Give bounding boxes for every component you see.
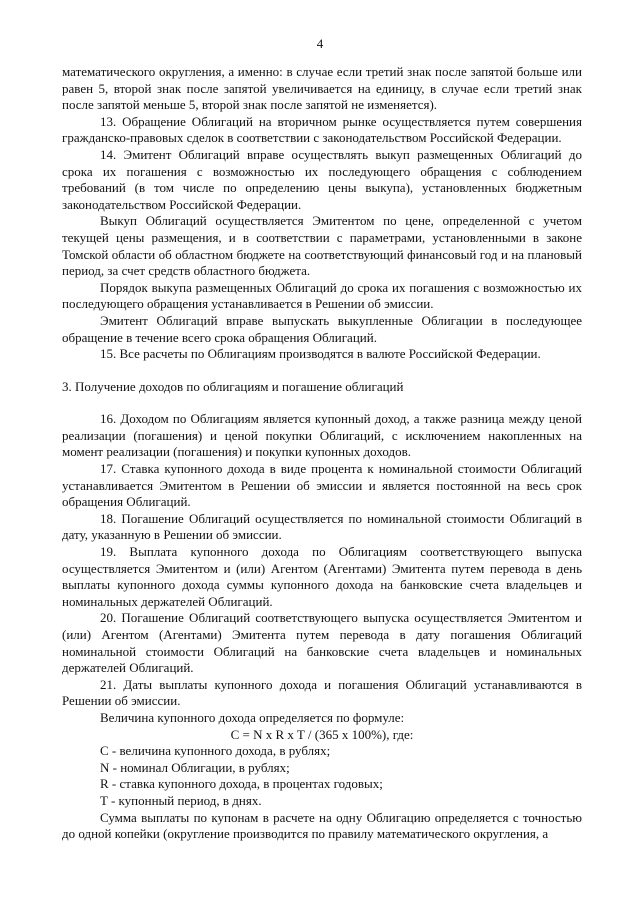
definition-n: N - номинал Облигации, в рублях; xyxy=(100,759,290,775)
page-number: 4 xyxy=(316,36,324,51)
paragraph-17: 17. Ставка купонного дохода в виде процента к номинальной стоимости Облигаций устанавливается Эмитентом в Решении об эмиссии и является постоянной на весь срок обращения Облигаций. xyxy=(62,461,582,510)
coupon-formula: C = N x R x T / (365 x 100%), где: xyxy=(230,726,414,742)
paragraph-13: 13. Обращение Облигаций на вторичном рынке осуществляется путем совершения гражданско-правовых сделок в соответствии с законодательством Российской Федерации. xyxy=(62,113,582,146)
paragraph-14-buyback-procedure: Порядок выкупа размещенных Облигаций до срока их погашения с возможностью их последующего обращения устанавливается в Решении об эмиссии. xyxy=(62,279,582,312)
paragraph-21: 21. Даты выплаты купонного дохода и погашения Облигаций устанавливаются в Решении об эмиссии. xyxy=(62,676,582,709)
paragraph-15: 15. Все расчеты по Облигациям производятся в валюте Российской Федерации. xyxy=(100,346,541,362)
document-body xyxy=(62,64,582,843)
definition-t: T - купонный период, в днях. xyxy=(100,792,262,808)
paragraph-14-buyback-price: Выкуп Облигаций осуществляется Эмитентом по цене, определенной с учетом текущей цены размещения, и в соответствии с параметрами, установленными в законе Томской области об областном бюджете на соответствующий финансовый год и на плановый период, за счет средств областного бюджета. xyxy=(62,213,582,279)
formula-intro: Величина купонного дохода определяется по формуле: xyxy=(100,709,405,725)
section-heading: 3. Получение доходов по облигациям и погашение облигаций xyxy=(62,378,404,394)
paragraph-20: 20. Погашение Облигаций соответствующего выпуска осуществляется Эмитентом и (или) Агентом (Агентами) Эмитента путем перевода в дату погашения Облигаций номинальной стоимости Облигаций на банковские счета владельцев и номинальных держателей Облигаций. xyxy=(62,610,582,676)
paragraph-coupon-sum: Сумма выплаты по купонам в расчете на одну Облигацию определяется с точностью до одной копейки (округление производится по правилу математического округления, а xyxy=(62,809,582,842)
paragraph-16: 16. Доходом по Облигациям является купонный доход, а также разница между ценой реализации (погашения) и ценой покупки Облигаций, с исключением накопленных на момент реализации (погашения) и покупки купонных доходов. xyxy=(62,411,582,460)
paragraph-18: 18. Погашение Облигаций осуществляется по номинальной стоимости Облигаций в дату, указанную в Решении об эмиссии. xyxy=(62,510,582,543)
definition-r: R - ставка купонного дохода, в процентах годовых; xyxy=(100,776,383,792)
paragraph-14: 14. Эмитент Облигаций вправе осуществлять выкуп размещенных Облигаций до срока их погашения с возможностью их последующего обращения с соблюдением требований (в том числе по определению цены выкупа), установленных бюджетным законодательством Российской Федерации. xyxy=(62,146,582,212)
paragraph-continuation: математического округления, а именно: в случае если третий знак после запятой больше или равен 5, второй знак после запятой увеличивается на единицу, в случае если третий знак после запятой меньше 5, второй знак после запятой не изменяется). xyxy=(62,64,582,113)
paragraph-19: 19. Выплата купонного дохода по Облигациям соответствующего выпуска осуществляется Эмитентом и (или) Агентом (Агентами) Эмитента путем перевода в день выплаты купонного дохода суммы купонного дохода на банковские счета владельцев и номинальных держателей Облигаций. xyxy=(62,544,582,609)
paragraph-14-reissue: Эмитент Облигаций вправе выпускать выкупленные Облигации в последующее обращение в течение всего срока обращения Облигаций. xyxy=(62,312,582,345)
definition-c: C - величина купонного дохода, в рублях; xyxy=(100,743,331,759)
